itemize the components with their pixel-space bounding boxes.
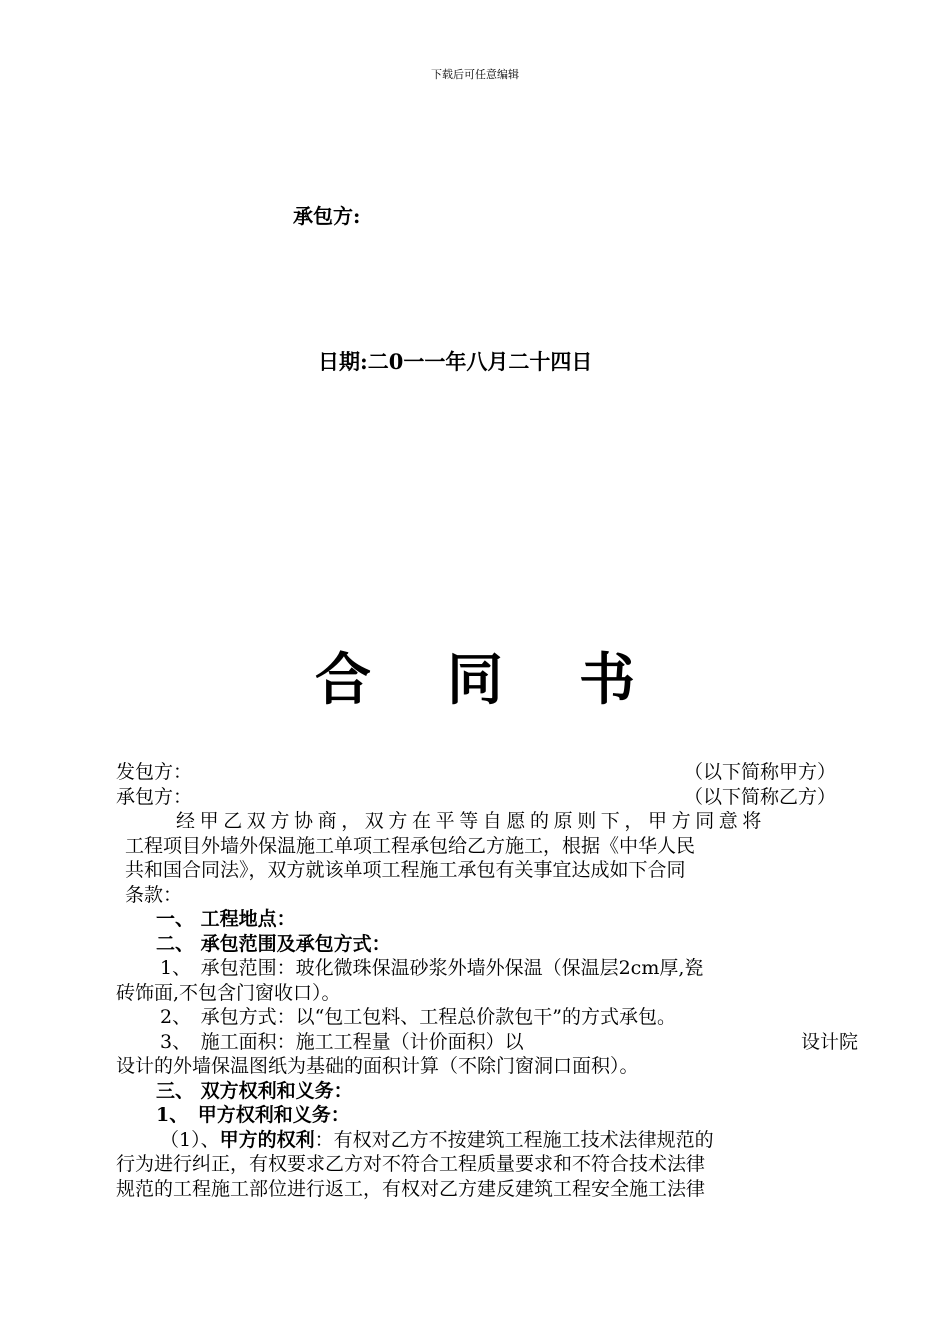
section-2-item-1-cont: 砖饰面,不包含门窗收口）。 — [116, 981, 341, 1004]
employer-alias: （以下简称甲方） — [683, 761, 836, 783]
section-2-heading: 二、 承包范围及承包方式： — [156, 932, 391, 955]
clause-bold-title: 甲方的权利 — [219, 1128, 315, 1151]
intro-line-3: 共和国合同法》，双方就该单项工程施工承包有关事宜达成如下合同 — [125, 859, 686, 881]
section-2-item-1: 1、 承包范围：玻化微珠保温砂浆外墙外保温（保温层2cm厚,瓷 — [160, 957, 704, 979]
section-3-heading: 三、 双方权利和义务： — [156, 1079, 353, 1102]
section-3-clause-1-line-3: 规范的工程施工部位进行返工，有权对乙方建反建筑工程安全施工法律 — [116, 1177, 706, 1200]
title-char-2: 同 — [447, 647, 503, 713]
title-char-3: 书 — [579, 647, 635, 713]
section-3-clause-1 — [116, 1128, 858, 1153]
contractor-label: 承包方： — [116, 785, 193, 808]
intro-line-4: 条款： — [125, 883, 183, 906]
intro-line-2: 工程项目外墙外保温施工单项工程承包给乙方施工，根据《中华人民 — [125, 834, 696, 857]
section-1-heading: 一、 工程地点： — [156, 908, 296, 930]
section-2-item-3-cont: 设计的外墙保温图纸为基础的面积计算（不除门窗洞口面积）。 — [116, 1055, 639, 1077]
cover-date: 日期:二0一一年八月二十四日 — [318, 349, 593, 374]
section-2-item-3: 3、 施工面积：施工工程量（计价面积）以 — [160, 1030, 524, 1053]
employer-row — [116, 760, 858, 785]
document-title — [0, 636, 950, 716]
section-3-clause-1-line-2: 行为进行纠正，有权要求乙方对不符合工程质量要求和不符合技术法律 — [116, 1153, 706, 1175]
clause-prefix: （1）、 — [160, 1128, 220, 1151]
section-2-item-3-right: 设计院 — [800, 1030, 858, 1053]
contractor-alias: （以下简称乙方） — [683, 785, 836, 808]
section-3-sub-1: 1、 甲方权利和义务： — [156, 1104, 350, 1126]
page-header-note: 下载后可任意编辑 — [431, 68, 519, 81]
contractor-row — [116, 785, 858, 810]
title-char-1: 合 — [315, 647, 371, 713]
clause-text: ：有权对乙方不按建筑工程施工技术法律规范的 — [314, 1128, 714, 1151]
section-2-item-2: 2、 承包方式：以“包工包料、工程总价款包干”的方式承包。 — [160, 1006, 677, 1028]
section-2-item-3-row — [116, 1030, 858, 1055]
cover-contractor-label: 承包方: — [293, 204, 361, 228]
contract-body — [116, 760, 858, 1201]
employer-label: 发包方： — [116, 761, 193, 783]
intro-line-1: 经甲乙双方协商，双方在平等自愿的原则下，甲方同意将 — [176, 810, 767, 832]
